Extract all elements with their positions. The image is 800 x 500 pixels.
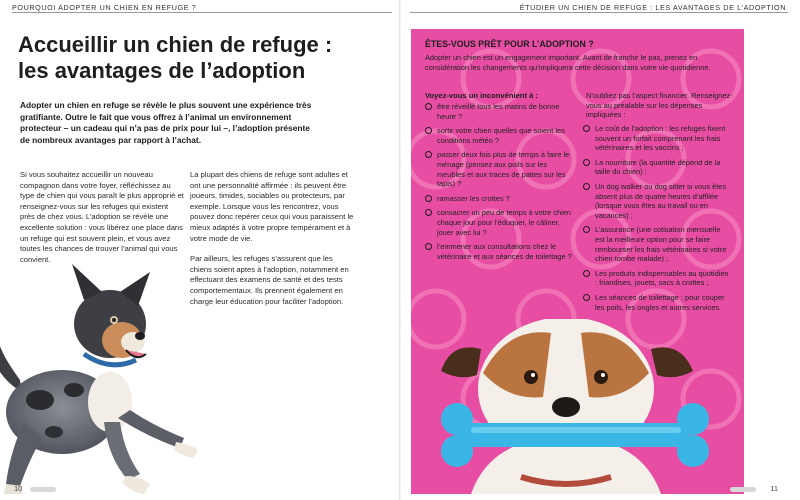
body-column-1 — [20, 170, 185, 265]
list-item: sortir votre chien quelles que soient les conditions météo ? — [425, 126, 573, 145]
list-item: La nourriture (la quantité dépend de la taille du chien) ; — [583, 158, 731, 177]
lead-paragraph: Adopter un chien en refuge se révèle le plus souvent une expérience très gratifiante. Outre le fait que vous offrez à l’animal un environnement protecteur – un cadeau qui n’a pas de prix pour lui –, l’adoption présente de nombreux avantages par rapport à l’achat. — [20, 100, 312, 145]
list-item: Les produits indispensables au quotidien : friandises, jouets, sacs à crottes ; — [583, 269, 731, 288]
list-item: ramasser les crottes ? — [425, 194, 573, 204]
page-number-left: 10 — [14, 484, 23, 493]
checklist-right-note: N’oubliez pas l’aspect financier. Renseignez-vous au préalable sur les dépenses impliquées : — [586, 91, 733, 120]
body-paragraph: Par ailleurs, les refuges s’assurent que les chiens soient aptes à l’adoption, notamment en effectuant des examens de santé et des tests comportementaux. Ils prennent également en charge leur éducation pour faciliter l’adoption. — [190, 254, 349, 306]
checkbox-circle-icon — [425, 243, 432, 250]
list-item: passer deux fois plus de temps à faire le ménage (pensez aux poils sur les meubles et aux traces de pattes sur les tapis) ? — [425, 150, 573, 188]
header-rule-right — [410, 12, 788, 13]
dog-with-toy-illustration — [411, 319, 744, 494]
checkbox-circle-icon — [583, 226, 590, 233]
title-line-2: les avantages de l’adoption — [18, 58, 306, 83]
checkbox-circle-icon — [425, 151, 432, 158]
book-gutter — [399, 0, 401, 500]
list-item: Le coût de l’adoption : les refuges fixent souvent un forfait comprenant les frais vétérinaires et les vaccins ; — [583, 124, 731, 153]
checkbox-circle-icon — [583, 294, 590, 301]
header-rule-left — [12, 12, 392, 13]
body-paragraph: Si vous souhaitez accueillir un nouveau compagnon dans votre foyer, réfléchissez au type de chien qui vous paraît le plus approprié et renseignez-vous sur les refuges qui existent près de chez vous. L’adoption se révèle une excellente solution : vous libérez une place dans un refuge qui est souvent plein, et vous avez toutes les chances de trouver l’animal qui vous convient. — [20, 170, 184, 264]
checkbox-circle-icon — [425, 127, 432, 134]
checkbox-circle-icon — [583, 159, 590, 166]
running-head-left: POURQUOI ADOPTER UN CHIEN EN REFUGE ? — [12, 3, 197, 12]
checkbox-circle-icon — [425, 209, 432, 216]
checklist-left-list — [425, 102, 573, 261]
page-number-right: 11 — [770, 484, 778, 493]
body-column-2 — [190, 170, 355, 307]
checkbox-circle-icon — [425, 103, 432, 110]
checklist-right-list — [583, 124, 731, 312]
checkbox-circle-icon — [583, 125, 590, 132]
checkbox-circle-icon — [583, 183, 590, 190]
list-item: L’assurance (une cotisation mensuelle est la meilleure option pour se faire rembourser les frais vétérinaires si votre chien tombe malade) ; — [583, 225, 731, 263]
checklist-left-heading: Voyez-vous un inconvénient à : — [425, 91, 538, 100]
checklist-title: ÊTES-VOUS PRÊT POUR L’ADOPTION ? — [425, 39, 594, 49]
article-title — [18, 32, 388, 84]
title-line-1: Accueillir un chien de refuge : — [18, 32, 333, 57]
running-dog-illustration — [0, 262, 200, 500]
running-head-right: ÉTUDIER UN CHIEN DE REFUGE : LES AVANTAGES DE L'ADOPTION — [519, 3, 786, 12]
bone-ornament — [30, 487, 56, 492]
body-paragraph: La plupart des chiens de refuge sont adultes et ont une personnalité affirmée : ils peuvent être joueurs, timides, sociables ou protecteurs, par exemple. Lorsque vous les rencontrez, vous pouvez donc repérer ceux qui vous paraissent le mieux adaptés à votre propre tempérament et à votre mode de vie. — [190, 170, 354, 243]
checkbox-circle-icon — [583, 270, 590, 277]
list-item: l’emmener aux consultations chez le vétérinaire et aux séances de toilettage ? — [425, 242, 573, 261]
checkbox-circle-icon — [425, 195, 432, 202]
checklist-intro: Adopter un chien est un engagement important. Avant de franchir le pas, prenez en considération les changements qu’impliquera cette décision dans votre vie quotidienne. — [425, 53, 711, 72]
list-item: être réveillé tous les matins de bonne heure ? — [425, 102, 573, 121]
list-item: Les séances de toilettage : pour couper les poils, les ongles et autres services. — [583, 293, 731, 312]
list-item: consacrer un peu de temps à votre chien chaque jour pour l’éduquer, le câliner, jouer avec lui ? — [425, 208, 573, 237]
list-item: Un dog walker ou dog sitter si vous êtes absent plus de quatre heures d’affilée (lorsque vous êtes au travail ou en vacances) ; — [583, 182, 731, 220]
adoption-checklist-box — [411, 29, 744, 494]
bone-ornament — [730, 487, 756, 492]
